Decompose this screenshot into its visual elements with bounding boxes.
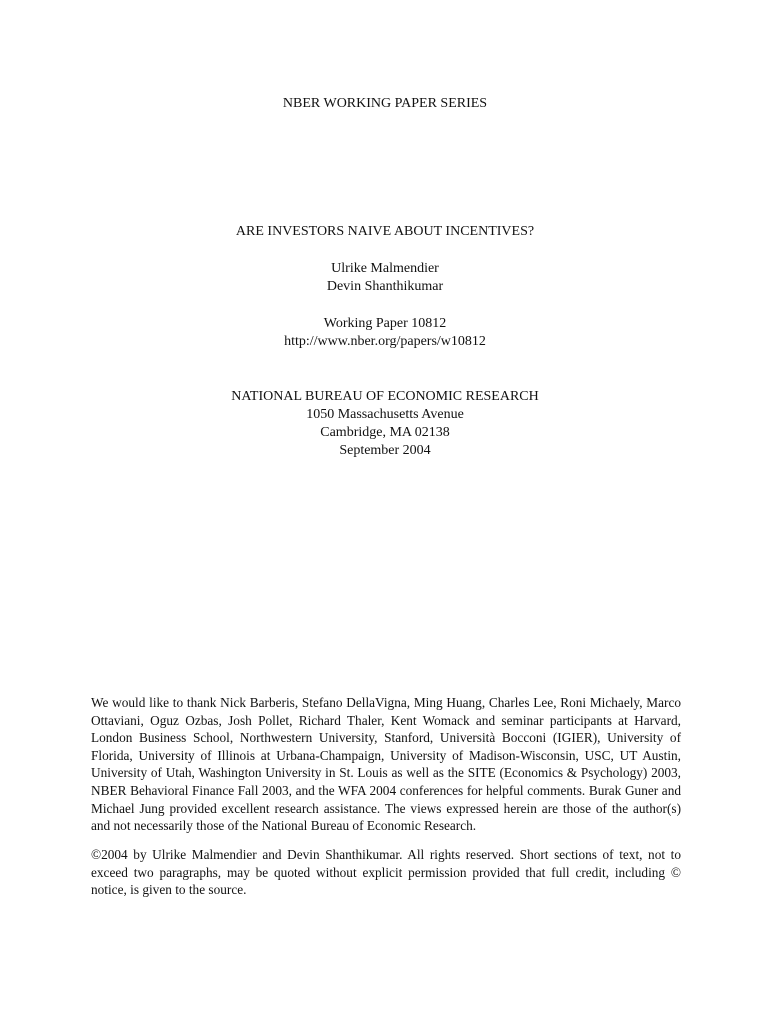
paper-url: http://www.nber.org/papers/w10812 [284, 334, 486, 349]
paper-title: ARE INVESTORS NAIVE ABOUT INCENTIVES? [235, 224, 535, 239]
institution-name: NATIONAL BUREAU OF ECONOMIC RESEARCH [231, 389, 539, 404]
institution-address-street: 1050 Massachusetts Avenue [306, 407, 464, 422]
acknowledgments-paragraph: We would like to thank Nick Barberis, Stefano DellaVigna, Ming Huang, Charles Lee, Roni Michaely, Marco Ottaviani, Oguz Ozbas, Josh Pollet, Richard Thaler, Kent Womack and seminar participants at Harvard, London Business School, Northwestern University, Stanford, Università Bocconi (IGIER), University of Florida, University of Illinois at Urbana-Champaign, University of Madison-Wisconsin, USC, UT Austin, University of Utah, Washington University in St. Louis as well as the SITE (Economics & Psychology) 2003, NBER Behavioral Finance Fall 2003, and the WFA 2004 conferences for helpful comments. Burak Guner and Michael Jung provided excellent research assistance. The views expressed herein are those of the author(s) and not necessarily those of the National Bureau of Economic Research. [91, 695, 681, 834]
working-paper-number: Working Paper 10812 [323, 316, 447, 331]
publication-date: September 2004 [339, 443, 431, 458]
author-name: Devin Shanthikumar [326, 279, 444, 294]
copyright-paragraph: ©2004 by Ulrike Malmendier and Devin Shanthikumar. All rights reserved. Short sections of text, not to exceed two paragraphs, may be quoted without explicit permission provided that full credit, including © notice, is given to the source. [91, 847, 681, 898]
author-name: Ulrike Malmendier [331, 261, 439, 276]
institution-address-city: Cambridge, MA 02138 [320, 425, 450, 440]
series-heading: NBER WORKING PAPER SERIES [282, 96, 488, 111]
